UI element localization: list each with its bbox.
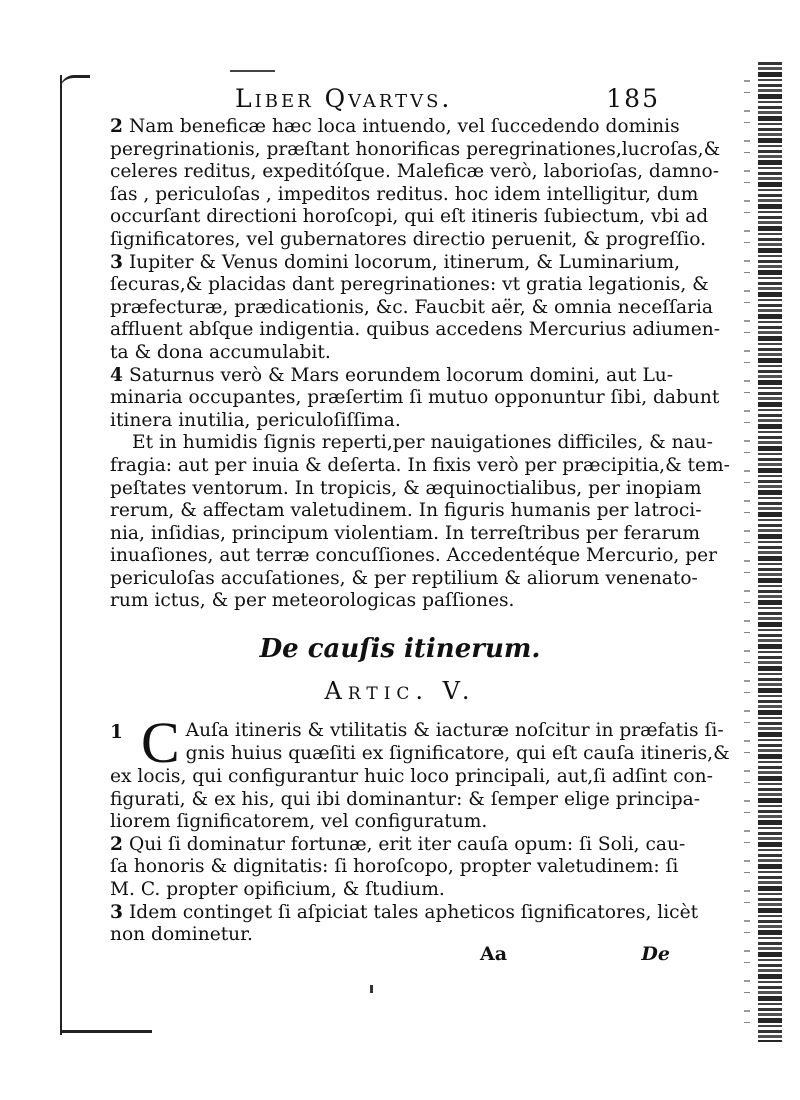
text-line: ſignificatores, vel gubernatores directio peruenit, & progreſſio. — [110, 228, 706, 250]
text-line: fragia: aut per inuia & deſerta. In fixis verò per præcipitia,& tem- — [110, 454, 730, 476]
text-line: Auſa itineris & vtilitatis & iacturæ noſcitur in præfatis ſi- — [185, 720, 724, 741]
paragraph-number: 1 — [110, 722, 123, 743]
text-line: 2 Qui ſi dominatur fortunæ, erit iter cauſa opum: ſi Soli, cau- — [110, 833, 686, 855]
text-line: rerum, & affectam valetudinem. In figuris humanis per latroci- — [110, 500, 702, 522]
page-bottom-edge — [62, 1030, 152, 1033]
running-header — [105, 84, 660, 116]
drop-cap: C — [140, 710, 180, 775]
text-line: ex locis, qui configurantur huic loco principali, aut,ſi adſint con- — [110, 766, 713, 787]
binding-shadow — [744, 80, 750, 1040]
page-left-border — [60, 75, 80, 1035]
ink-speck — [370, 985, 373, 993]
paragraph-number: 3 — [110, 251, 123, 273]
paragraph-number: 2 — [110, 833, 123, 855]
text-line: ta & dona accumulabit. — [110, 341, 331, 363]
text-line: Et in humidis ſignis reperti,per nauigationes difficiles, & nau- — [132, 432, 713, 454]
text-line: liorem ſignificatorem, vel configuratum. — [110, 811, 488, 833]
paragraph-number: 3 — [110, 901, 123, 923]
text-line: gnis huius quæſiti ex ſignificatore, qui eſt cauſa itineris,& — [185, 742, 730, 764]
article-text — [110, 710, 730, 947]
text-line: itinera inutilia, periculoſiſſima. — [110, 409, 401, 431]
text-line: figurati, & ex his, qui ibi dominantur: & ſemper elige principa- — [110, 788, 701, 810]
paragraph-number: 4 — [110, 364, 123, 386]
text-line: 3 Idem continget ſi aſpiciat tales apheticos ſignificatores, licèt — [110, 901, 699, 923]
signature-mark: Aa — [480, 943, 508, 965]
running-title: Liber Qvartvs. — [235, 84, 453, 113]
text-line: periculoſas accuſationes, & per reptilium & aliorum venenato- — [110, 567, 698, 589]
text-line: non dominetur. — [110, 924, 253, 946]
main-text — [110, 116, 730, 613]
text-line: 3 Iupiter & Venus domini locorum, itinerum, & Luminarium, — [110, 251, 680, 273]
text-line: 2 Nam beneficæ hæc loca intuendo, vel ſuccedendo dominis — [110, 116, 680, 137]
text-line: occurſant directioni horoſcopi, qui eſt itineris ſubiectum, vbi ad — [110, 206, 709, 228]
text-line: ſa honoris & dignitatis: ſi horoſcopo, propter valetudinem: ſi — [110, 856, 679, 878]
text-line: inuaſiones, aut terræ concuſſiones. Accedentéque Mercurio, per — [110, 545, 718, 567]
text-line: ſecuras,& placidas dant peregrinationes: vt gratia legationis, & — [110, 274, 709, 296]
text-line: præfecturæ, prædicationis, &c. Faucbit aër, & omnia neceſſaria — [110, 296, 713, 318]
text-line: ſas , periculoſas , impeditos reditus. hoc idem intelligitur, dum — [110, 183, 699, 205]
text-line: peſtates ventorum. In tropicis, & æquinoctialibus, per inopiam — [110, 477, 702, 499]
text-line: affluent abſque indigentia. quibus accedens Mercurius adiumen- — [110, 319, 721, 341]
page-number: 185 — [606, 84, 660, 113]
text-line: 4 Saturnus verò & Mars eorundem locorum domini, aut Lu- — [110, 364, 674, 386]
text-line: M. C. propter opificium, & ſtudium. — [110, 878, 445, 900]
text-line: rum ictus, & per meteorologicas paſſiones. — [110, 590, 515, 612]
section-title: De cauſis itinerum. — [259, 634, 541, 664]
header-rule — [230, 70, 275, 72]
text-line: peregrinationis, præſtant honorificas peregrinationes,lucroſas,& — [110, 138, 721, 160]
paragraph-number: 2 — [110, 116, 123, 137]
catchword: De — [641, 943, 670, 965]
text-line: celeres reditus, expeditóſque. Maleficæ verò, laborioſas, damno- — [110, 161, 720, 183]
text-line: minaria occupantes, præſertim ſi mutuo opponuntur ſibi, dabunt — [110, 387, 720, 409]
article-heading: Artic. V. — [324, 677, 476, 705]
binding-edge — [758, 62, 782, 1042]
text-line: nia, inſidias, principum violentiam. In terreſtribus per ferarum — [110, 522, 700, 544]
